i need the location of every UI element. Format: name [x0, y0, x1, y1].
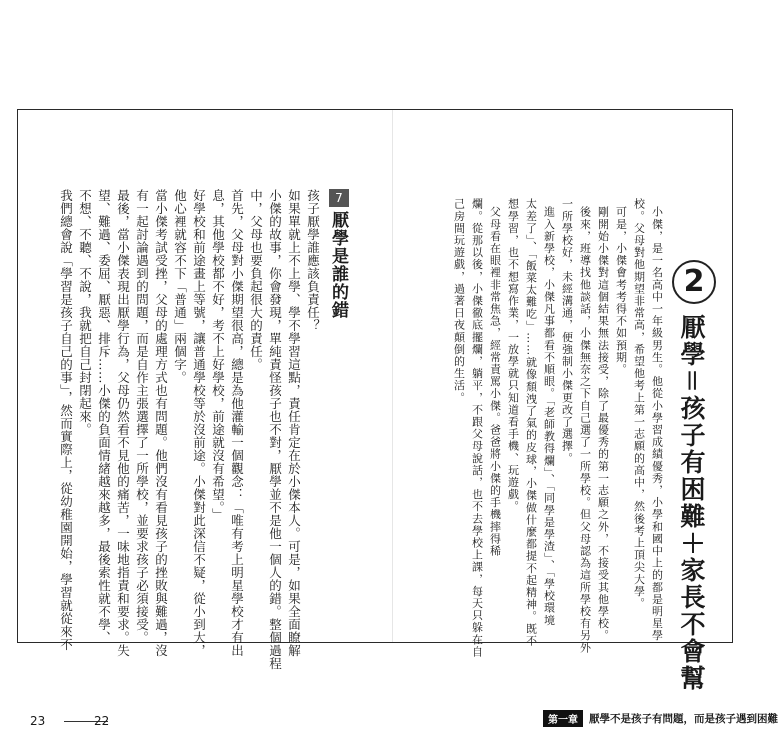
paragraph-line: 後來，班導找他談話，小傑無奈之下自己選了一所學校。但父母認為這所學校有另外: [578, 206, 592, 654]
paragraph-line: 孩子厭學誰應該負責任？: [305, 189, 321, 332]
chapter-tag: 第一章: [543, 710, 583, 727]
paragraph-line: 息，其他學校都不好，考不上好學校，前途就沒有希望。」: [210, 189, 226, 521]
paragraph-line: 太差了」、「飯菜太難吃」……就像頹洩了氣的皮球，小傑做什麼都提不起精神。既不: [524, 198, 538, 647]
paragraph-line: 父母看在眼裡非常焦急，經常責罵小傑。爸爸將小傑的手機摔得稀: [488, 206, 502, 557]
paragraph-line: 校。父母對他期望非常高，希望他考上第一志願的高中，然後考上頂尖大學。: [632, 198, 646, 610]
paragraph-line: 如果單就上不上學、學不學習這點，責任肯定在於小傑本人。可是，如果全面瞭解: [286, 189, 302, 657]
paragraph-line: 望、難過、委屈、厭惡、排斥……小傑的負面情緒越來越多，最後索性就不學、: [96, 189, 112, 644]
book-spread: [17, 109, 778, 728]
paragraph-line: 我們總會說「學習是孩子自己的事」，然而實際上，從幼稚園開始，學習就從來不: [58, 189, 74, 651]
paragraph-line: 最後，當小傑表現出厭學行為，父母仍然看不見他的痛苦，一味地指責和要求。失: [115, 189, 131, 657]
paragraph-line: 中，父母也要負起很大的責任。: [248, 189, 264, 371]
paragraph-line: 首先，父母對小傑期望很高，總是為他灌輸一個觀念：「唯有考上明星學校才有出: [229, 189, 245, 657]
chapter-number-badge: 2: [672, 260, 716, 304]
page-number-right: 22: [94, 714, 110, 728]
paragraph-line: 一所學校好，未經溝通，便強制小傑更改了選擇。: [560, 198, 574, 465]
chapter-title: 厭學＝孩子有困難＋家長不會幫: [677, 314, 706, 693]
paragraph-line: 爛。從那以後，小傑徹底擺爛，躺平，不跟父母說話，也不去學校上課，每天只躲在自: [470, 198, 484, 658]
running-head-text: 厭學不是孩子有問題，而是孩子遇到困難: [589, 713, 778, 725]
paragraph-line: 好學校和前途畫上等號，讓普通學校等於沒前途。小傑對此深信不疑，從小到大，: [191, 189, 207, 657]
paragraph-line: 剛開始小傑對這個結果無法接受，除了最優秀的第一志願之外，不接受其他學校。: [596, 206, 610, 642]
paragraph-line: 進入新學校，小傑凡事都看不順眼。「老師教得爛」、「同學是學渣」、「學校環境: [542, 206, 556, 627]
section-number-icon: 7: [329, 189, 349, 207]
paragraph-line: 不想、不聽、不說，我就把自己封閉起來。: [77, 189, 93, 436]
running-head: [543, 710, 778, 727]
paragraph-line: 當小傑考試受挫，父母的處理方式也有問題。他們沒有看見孩子的挫敗與難過，沒: [153, 189, 169, 657]
paragraph-line: 他心裡就容不下「普通」兩個字。: [172, 189, 188, 384]
section-title: 厭學是誰的錯: [328, 211, 348, 319]
page-number-left: 23: [30, 714, 46, 728]
paragraph-line: 小傑，是一名高中一年級男生。他從小學習成績優秀，小學和國中上的都是明星學: [650, 206, 664, 642]
paragraph-line: 小傑的故事，你會發現，單純責怪孩子也不對，厭學並不是他一個人的錯。整個過程: [267, 189, 283, 670]
paragraph-line: 有一起討論遇到的問題，而是自作主張選擇了一所學校，並要求孩子必須接受。: [134, 189, 150, 644]
page-gutter: [392, 110, 393, 642]
paragraph-line: 己房間玩遊戲，過著日夜顛倒的生活。: [452, 198, 466, 404]
paragraph-line: 想學習，也不想寫作業，一放學就只知道看手機、玩遊戲。: [506, 198, 520, 513]
section-heading: [325, 189, 355, 319]
paragraph-line: 可是，小傑會考考得不如預期。: [614, 206, 628, 376]
